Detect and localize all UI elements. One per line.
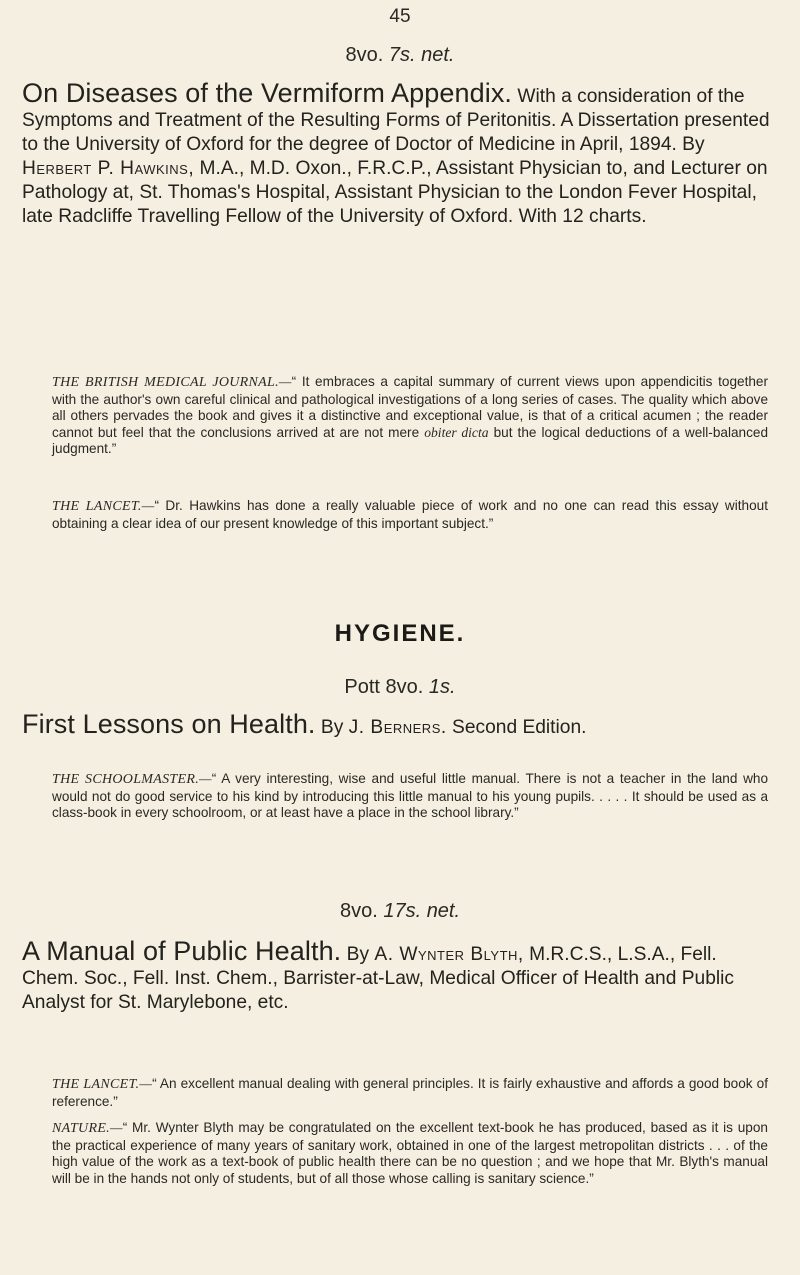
author-credentials: Second Edition.: [452, 717, 587, 738]
format-label: 8vo.: [339, 900, 378, 922]
format-price-line: [0, 900, 800, 923]
review-source: THE LANCET.—: [52, 1077, 153, 1092]
book-description: By: [320, 717, 344, 738]
review-text: “ Mr. Wynter Blyth may be congratulated on the excellent text-book he has produced, based as it is upon the practical experience of many years of sanitary work, obtained in one of the largest metropolitan districts . . . of the high value of the work as a text-book of public health there can be no question ; and we hope that Mr. Blyth's manual will be in the hands not only of students, but of all those whose calling is sanitary science.”: [52, 1120, 768, 1186]
review-italic: obiter dicta: [424, 424, 489, 440]
page-number: 45: [389, 6, 411, 27]
book-entry: [22, 936, 770, 1015]
price-label: 7s. net.: [388, 44, 455, 66]
price-label: 17s. net.: [383, 900, 461, 922]
review-quote: [52, 1120, 768, 1187]
book-description: With a consideration of the Symptoms and Treatment of the Resulting Forms of Peritonitis. A Dissertation presented to the University of Oxford for the degree of Doctor of Medicine in April, 1894. By: [22, 86, 770, 155]
review-source: THE BRITISH MEDICAL JOURNAL.—: [52, 375, 292, 390]
author-credentials: M.A., M.D. Oxon., F.R.C.P., Assistant Physician to, and Lecturer on Pathology at, St. Thomas's Hospital, Assistant Physician to the London Fever Hospital, late Radcliffe Travelling Fellow of the University of Oxford. With 12 charts.: [22, 158, 768, 227]
review-source: NATURE.—: [52, 1121, 123, 1136]
book-title: First Lessons on Health.: [22, 709, 316, 739]
book-author: J. Berners.: [348, 717, 447, 738]
book-description: By: [346, 944, 370, 965]
book-entry: [22, 709, 770, 740]
book-title: On Diseases of the Vermiform Appendix.: [22, 78, 513, 108]
format-label: 8vo.: [345, 44, 384, 66]
book-author: A. Wynter Blyth,: [374, 944, 524, 965]
review-text: “ An excellent manual dealing with general principles. It is fairly exhaustive and affords a good book of reference.”: [52, 1076, 768, 1109]
review-text: “ A very interesting, wise and useful little manual. There is not a teacher in the land who would not do good service to his kind by introducing this little manual to his young pupils. . . . . It should be used as a class-book in every schoolroom, or at least have a place in the school library.”: [52, 771, 769, 820]
book-title: A Manual of Public Health.: [22, 936, 342, 966]
format-label: Pott 8vo.: [344, 676, 424, 698]
price-label: 1s.: [428, 676, 456, 698]
book-entry: [22, 78, 770, 229]
review-source: THE LANCET.—: [52, 499, 155, 514]
review-quote: [52, 374, 768, 458]
review-quote: [52, 771, 768, 822]
author-credentials: M.R.C.S., L.S.A., Fell. Chem. Soc., Fell. Inst. Chem., Barrister-at-Law, Medical Officer of Health and Public Analyst for St. Marylebone, etc.: [22, 944, 734, 1013]
review-source: THE SCHOOLMASTER.—: [52, 772, 212, 787]
review-quote: [52, 498, 768, 532]
book-author: Herbert P. Hawkins,: [22, 158, 195, 179]
review-quote: [52, 1076, 768, 1110]
review-text: “ It embraces a capital summary of current views upon appendicitis together with the author's own careful clinical and pathological investigations of a long series of cases. The quality which above all others pervades the book and gives it a distinctive and exceptional value, is that of a critical acumen ; the reader cannot but feel that the conclusions arrived at are not mere: [52, 374, 768, 440]
review-text: “ Dr. Hawkins has done a really valuable piece of work and no one can read this essay without obtaining a clear idea of our present knowledge of this important subject.”: [52, 498, 768, 531]
section-heading: HYGIENE.: [334, 620, 466, 647]
format-price-line: [0, 44, 800, 67]
review-text-end: but the logical deductions of a well-balanced judgment.”: [52, 424, 769, 456]
format-price-line: [0, 676, 800, 699]
